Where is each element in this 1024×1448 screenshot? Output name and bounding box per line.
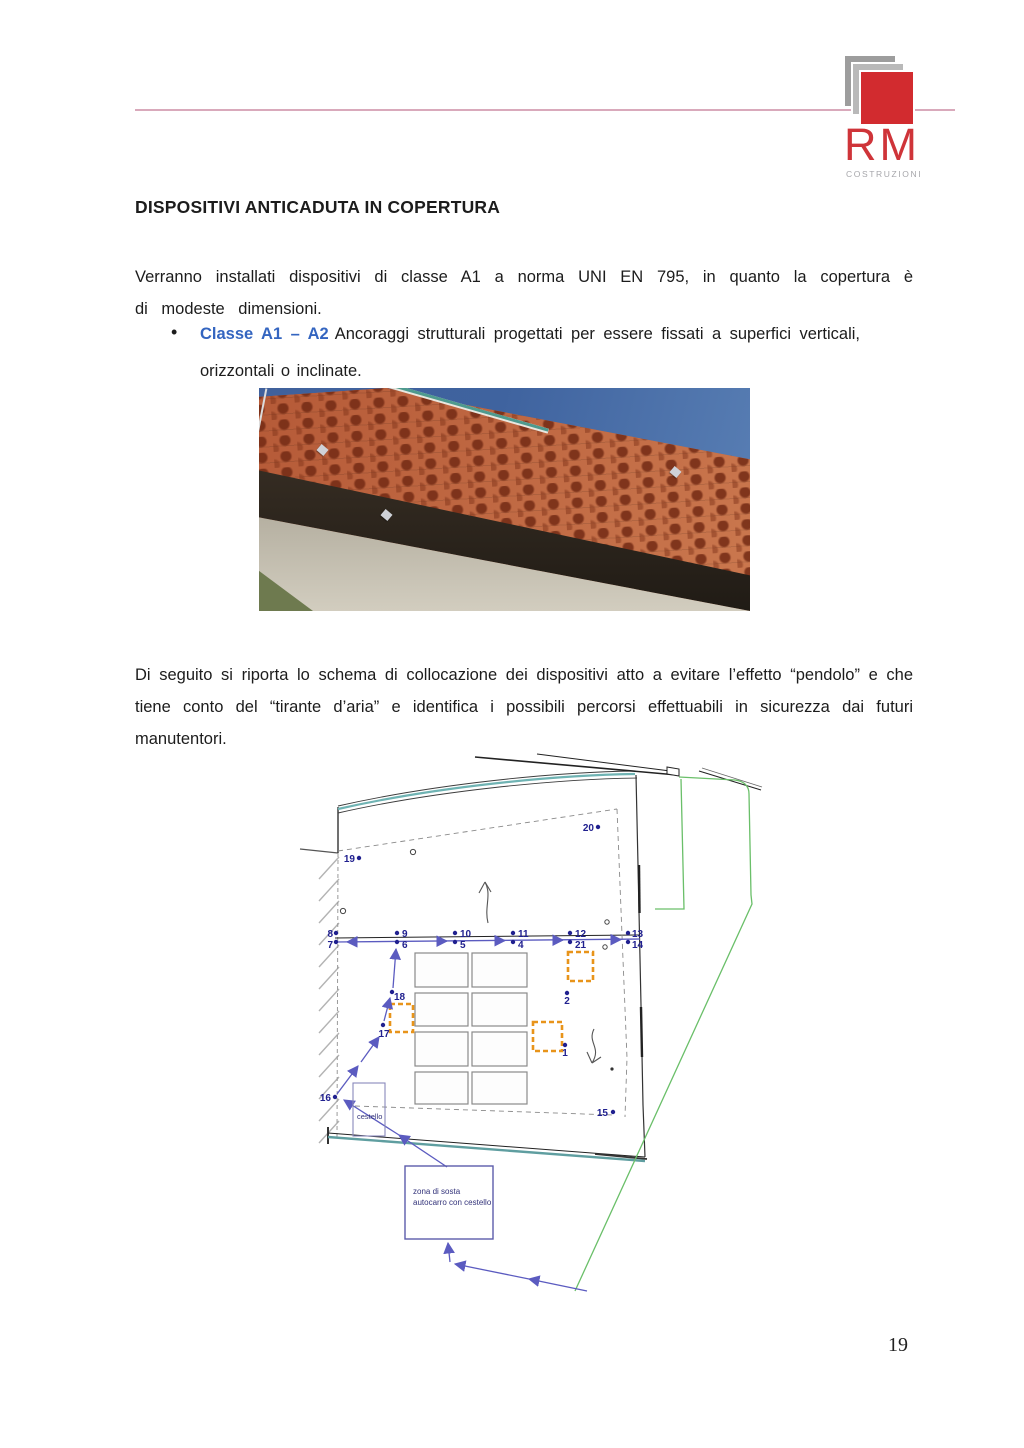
anchor-point-label-10: 10 [460, 929, 472, 940]
bullet-marker: • [171, 322, 178, 342]
anchor-point-label-16: 16 [319, 1093, 331, 1104]
anchor-point-6 [395, 940, 399, 944]
bullet-item-classe-a1 [171, 316, 860, 390]
anchor-point-2 [565, 991, 569, 995]
anchor-point-10 [453, 931, 457, 935]
anchor-point-9 [395, 931, 399, 935]
anchor-point-label-12: 12 [575, 929, 587, 940]
header-rule [135, 109, 955, 111]
access-route [337, 949, 396, 1094]
anchor-point-label-9: 9 [402, 929, 408, 940]
anchor-point-label-14: 14 [632, 940, 644, 951]
parking-zone-label-line2: autocarro con cestello [413, 1198, 492, 1207]
anchor-point-label-17: 17 [378, 1029, 390, 1040]
anchor-point-label-6: 6 [402, 940, 408, 951]
anchor-point-7 [334, 940, 338, 944]
anchor-point-label-4: 4 [518, 940, 524, 951]
anchor-point-12 [568, 931, 572, 935]
lifeline-horizontal [335, 939, 640, 942]
roof-photo [259, 388, 750, 611]
anchor-point-8 [334, 931, 338, 935]
anchor-point-21 [568, 940, 572, 944]
anchor-point-17 [381, 1023, 385, 1027]
anchor-point-15 [611, 1110, 615, 1114]
anchor-point-label-5: 5 [460, 940, 466, 951]
cestello-label: cestello [357, 1112, 383, 1121]
anchor-point-label-2: 2 [564, 996, 570, 1007]
logo-subtitle-text: COSTRUZIONI [846, 169, 923, 179]
anchor-point-1 [563, 1043, 567, 1047]
section-heading: DISPOSITIVI ANTICADUTA IN COPERTURA [135, 197, 501, 217]
skylight-grid [415, 953, 527, 1104]
logo-square-red [861, 72, 913, 124]
paragraph-schema: Di seguito si riporta lo schema di collocazione dei dispositivi atto a evitare l’effetto “pendolo” e che tiene conto del “tirante d’aria” e identifica i possibili percorsi effettuabili in sicurezza dai futuri manutentori. [135, 665, 913, 748]
anchor-point-label-20: 20 [582, 823, 594, 834]
anchor-layout-diagram [295, 745, 775, 1315]
anchor-point-label-18: 18 [394, 992, 406, 1003]
building-outline [300, 754, 762, 1161]
logo-brand-text: RM [844, 119, 920, 170]
anchor-point-label-8: 8 [327, 929, 333, 940]
slope-arrow-up [479, 882, 491, 923]
bullet-lead-classe: Classe A1 – A2 [200, 325, 329, 343]
route-parking-to-roof [344, 1100, 447, 1167]
anchor-point-label-15: 15 [596, 1108, 608, 1119]
anchor-point-label-21: 21 [575, 940, 587, 951]
parking-zone-box [405, 1166, 493, 1239]
anchor-point-20 [596, 825, 600, 829]
anchor-point-4 [511, 940, 515, 944]
slope-arrow-down [587, 1029, 601, 1063]
bullet-text: Ancoraggi strutturali progettati per essere fissati a superfici verticali, orizzontali o inclinate. [200, 325, 860, 380]
anchor-point-16 [333, 1095, 337, 1099]
anchor-point-label-7: 7 [327, 940, 333, 951]
anchor-point-label-13: 13 [632, 929, 644, 940]
anchor-point-label-11: 11 [518, 929, 529, 940]
paragraph-intro: Verranno installati dispositivi di classe A1 a norma UNI EN 795, in quanto la copertura è di modeste dimensioni. [135, 267, 913, 318]
anchor-point-label-1: 1 [562, 1048, 568, 1059]
site-boundary-green [575, 777, 752, 1291]
company-logo [840, 52, 970, 182]
anchor-point-13 [626, 931, 630, 935]
anchor-point-19 [357, 856, 361, 860]
anchor-point-label-19: 19 [343, 854, 355, 865]
anchor-point-11 [511, 931, 515, 935]
approach-arrows [448, 1243, 587, 1291]
parking-zone-label-line1: zona di sosta [413, 1187, 461, 1196]
page-number: 19 [888, 1334, 908, 1356]
anchor-point-5 [453, 940, 457, 944]
anchor-point-14 [626, 940, 630, 944]
